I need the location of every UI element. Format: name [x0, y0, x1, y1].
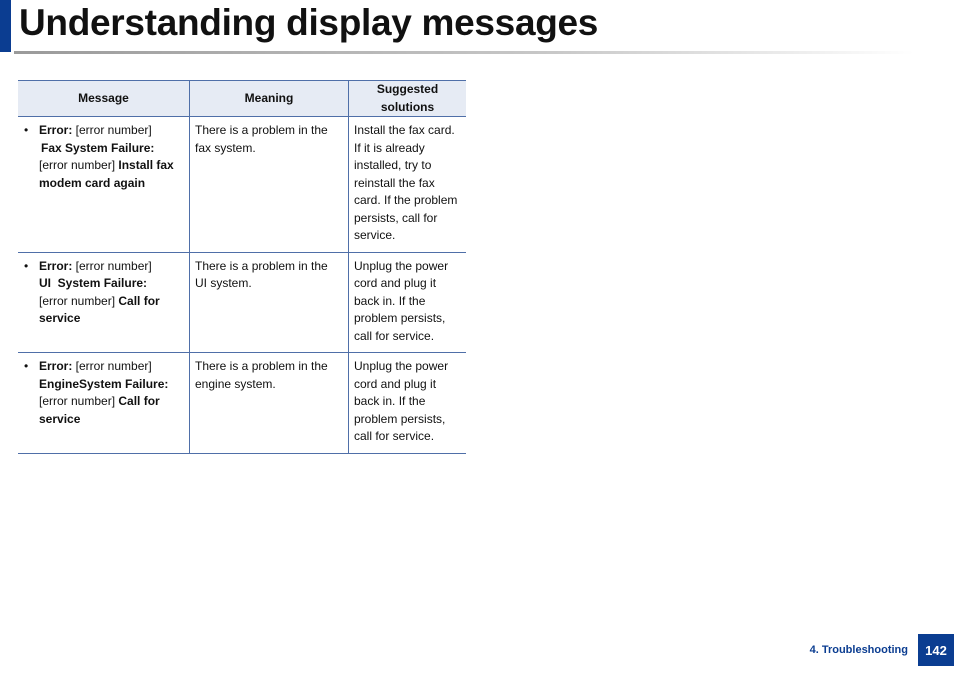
title-divider — [14, 51, 914, 54]
solution-cell: Install the fax card. If it is already installed, try to reinstall the fax card. If the problem persists, call for service. — [349, 117, 467, 253]
meaning-cell: There is a problem in the engine system. — [190, 353, 349, 454]
solution-cell: Unplug the power cord and plug it back in. If the problem persists, call for service. — [349, 252, 467, 353]
table-row — [18, 117, 466, 253]
failure-label: Fax System Failure: — [41, 140, 155, 155]
bullet-icon: • — [24, 258, 29, 273]
error-number: [error number] — [72, 123, 152, 137]
error-number: [error number] — [72, 258, 152, 273]
failure-suffix: [error number] — [39, 394, 119, 408]
message-action: Install fax modem card again — [39, 158, 174, 190]
display-messages-table — [18, 80, 466, 454]
message-action: Call for service — [39, 394, 160, 426]
failure-label: UI System Failure: — [39, 276, 148, 290]
table-row — [18, 252, 466, 353]
bullet-icon: • — [24, 359, 29, 373]
table-row — [18, 353, 466, 454]
title-accent-bar — [0, 0, 11, 52]
error-number: [error number] — [72, 359, 152, 373]
solution-cell: Unplug the power cord and plug it back in. If the problem persists, call for service. — [349, 353, 467, 454]
page-title: Understanding display messages — [19, 2, 599, 43]
header-meaning: Meaning — [190, 81, 349, 117]
table-header-row — [18, 81, 466, 117]
meaning-cell: There is a problem in the UI system. — [190, 252, 349, 353]
error-label: Error: — [39, 123, 73, 137]
header-message: Message — [18, 81, 190, 117]
page-number: 142 — [918, 634, 954, 666]
failure-suffix: [error number] — [39, 158, 119, 172]
failure-suffix: [error number] — [39, 293, 119, 308]
footer-section-link[interactable]: 4. Troubleshooting — [809, 644, 908, 656]
message-cell — [18, 117, 190, 253]
message-cell — [18, 252, 190, 353]
message-action: Call for service — [39, 293, 160, 325]
failure-label: EngineSystem Failure: — [39, 376, 169, 391]
meaning-cell: There is a problem in the fax system. — [190, 117, 349, 253]
error-label: Error: — [39, 359, 73, 373]
error-label: Error: — [39, 258, 73, 273]
header-suggested-solutions: Suggested solutions — [349, 81, 467, 117]
message-cell — [18, 353, 190, 454]
bullet-icon: • — [24, 123, 29, 137]
